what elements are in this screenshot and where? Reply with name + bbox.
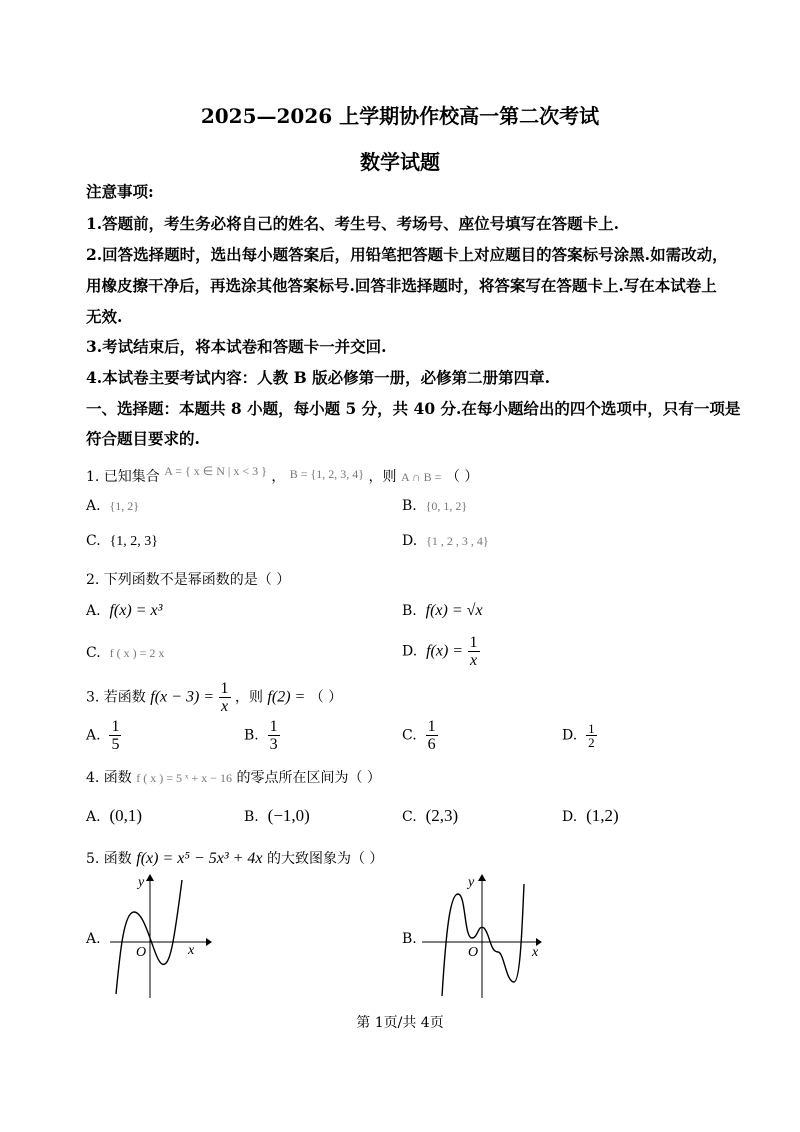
q2-option-a: [86, 602, 162, 620]
q4-option-b: [244, 806, 310, 826]
option-label: B.: [402, 603, 417, 619]
q5-graph-b: [420, 872, 544, 1002]
option-label: C.: [86, 533, 101, 549]
y-axis-arrow-icon: [146, 874, 154, 881]
note-item-2-line-2: 用橡皮擦干净后，再选涂其他答案标号.回答非选择题时，将答案写在答题卡上.写在本试卷上: [86, 276, 717, 295]
option-value: (−1,0): [267, 806, 310, 825]
q3-option-d: [562, 722, 597, 749]
q1-set-a: A = { x ∈ N | x < 3 }: [164, 464, 267, 478]
fraction-numerator: 1: [469, 634, 478, 651]
x-axis-arrow-icon: [206, 938, 212, 946]
q3-ask: f(2) =: [267, 688, 306, 706]
note-item-1: 1.答题前，考生务必将自己的姓名、考生号、考场号、座位号填写在答题卡上.: [86, 214, 620, 233]
option-value: {1, 2, 3}: [109, 534, 159, 549]
fraction-numerator: 1: [427, 718, 436, 735]
q1-expression: A ∩ B =: [400, 470, 442, 484]
origin-label: O: [468, 945, 479, 960]
question-4-stem: [86, 767, 381, 787]
notes-heading: 注意事项:: [86, 182, 154, 201]
option-label: D.: [562, 727, 578, 744]
option-label: A.: [86, 498, 101, 514]
q1-comma: ，: [271, 469, 286, 485]
question-1-stem: [86, 466, 478, 486]
question-3-stem: [86, 680, 342, 715]
q2-option-d: [402, 634, 480, 669]
axis-y-label: y: [468, 875, 475, 890]
q4-option-a: [86, 806, 142, 826]
q1-option-b: [402, 498, 467, 514]
option-label: A.: [86, 603, 101, 619]
option-label: A.: [86, 809, 101, 825]
option-label: B.: [402, 498, 417, 514]
option-value: f(x) = x³: [109, 602, 163, 619]
option-value: {1, 2}: [109, 499, 139, 513]
q1-answer-paren: （ ）: [445, 469, 479, 485]
q4-option-c: [402, 806, 458, 826]
q4-suffix: 的零点所在区间为（ ）: [236, 770, 381, 786]
q5-function: f(x) = x⁵ − 5x³ + 4x: [136, 850, 263, 867]
option-label: D.: [402, 533, 418, 549]
curve: [116, 880, 182, 994]
q4-option-d: [562, 806, 619, 826]
q3-option-b: [244, 718, 280, 753]
q1-then: ，则: [368, 469, 397, 485]
y-axis-arrow-icon: [478, 874, 486, 881]
option-lhs: f(x) =: [426, 642, 464, 660]
fraction-numerator: 1: [220, 680, 229, 697]
option-value: (0,1): [109, 806, 143, 825]
option-value: {0, 1, 2}: [425, 499, 468, 513]
q5-suffix: 的大致图象为（ ）: [266, 851, 384, 867]
q1-option-d: [402, 533, 489, 549]
q1-set-b: B = {1, 2, 3, 4}: [289, 467, 365, 481]
option-fraction: [268, 718, 280, 753]
fraction-numerator: 1: [588, 721, 595, 736]
note-item-3: 3.考试结束后，将本试卷和答题卡一并交回.: [86, 337, 387, 356]
fraction-numerator: 1: [269, 718, 278, 735]
exam-title: 2025—2026 上学期协作校高一第二次考试: [200, 104, 600, 128]
q5-option-a-label: A.: [86, 931, 101, 947]
page-number: 第 1页/共 4页: [356, 1015, 444, 1031]
fraction-denominator: 6: [427, 736, 436, 753]
option-label: C.: [402, 727, 417, 744]
question-5-stem: [86, 848, 383, 868]
q5-option-b-label: B.: [402, 931, 417, 947]
option-value: f(x) = √x: [425, 602, 483, 619]
fraction-denominator: 5: [111, 736, 120, 753]
note-item-2-line-3: 无效.: [86, 307, 123, 326]
q4-prefix: 4. 函数: [86, 770, 132, 786]
q3-function-lhs: f(x − 3) =: [150, 688, 215, 706]
q3-answer-paren: （ ）: [309, 689, 343, 706]
option-value: (1,2): [586, 806, 619, 825]
option-value: f ( x ) = 2 x: [109, 646, 165, 660]
q4-function: f ( x ) = 5 ˣ + x − 16: [136, 771, 233, 785]
fraction-denominator: x: [220, 698, 229, 715]
note-item-2-line-1: 2.回答选择题时，选出每小题答案后，用铅笔把答题卡上对应题目的答案标号涂黑.如需改动，: [86, 245, 728, 264]
option-fraction: [468, 634, 480, 669]
option-label: D.: [402, 643, 418, 660]
axis-y-label: y: [138, 875, 145, 890]
axis-x-label: x: [532, 945, 539, 960]
axis-x-label: x: [188, 943, 195, 958]
option-label: D.: [562, 809, 578, 825]
curve: [442, 884, 524, 996]
q2-option-b: [402, 602, 483, 620]
option-value: (2,3): [425, 806, 459, 825]
note-item-4: 4.本试卷主要考试内容：人教 B 版必修第一册，必修第二册第四章.: [86, 368, 550, 387]
q3-option-c: [402, 718, 438, 753]
q2-option-c: [86, 645, 164, 661]
option-fraction: [586, 722, 597, 749]
option-fraction: [426, 718, 438, 753]
section-1-line-1: 一、选择题：本题共 8 小题，每小题 5 分，共 40 分.在每小题给出的四个选项中，只有一项是: [86, 399, 741, 418]
q1-option-c: [86, 533, 158, 550]
option-label: C.: [86, 645, 101, 661]
origin-label: O: [136, 945, 147, 960]
q5-prefix: 5. 函数: [86, 851, 132, 867]
section-1-line-2: 符合题目要求的.: [86, 429, 200, 448]
question-2-stem: 2. 下列函数不是幂函数的是（ ）: [86, 572, 291, 588]
option-label: B.: [244, 809, 259, 825]
q3-prefix: 3. 若函数: [86, 689, 146, 706]
q3-option-a: [86, 718, 121, 753]
option-fraction: [109, 718, 121, 753]
option-label: C.: [402, 809, 417, 825]
q5-graph-a: [108, 872, 212, 1002]
q1-option-a: [86, 498, 139, 514]
q3-fraction: [219, 680, 231, 715]
option-label: B.: [244, 727, 259, 744]
fraction-denominator: 3: [269, 736, 278, 753]
fraction-denominator: 2: [588, 735, 595, 750]
option-value: {1 , 2 , 3 , 4}: [426, 534, 489, 548]
exam-subtitle: 数学试题: [360, 150, 440, 174]
fraction-numerator: 1: [111, 718, 120, 735]
fraction-denominator: x: [469, 652, 478, 669]
q1-prefix: 1. 已知集合: [86, 469, 160, 485]
q3-then: ，则: [234, 689, 263, 706]
option-label: A.: [86, 727, 101, 744]
